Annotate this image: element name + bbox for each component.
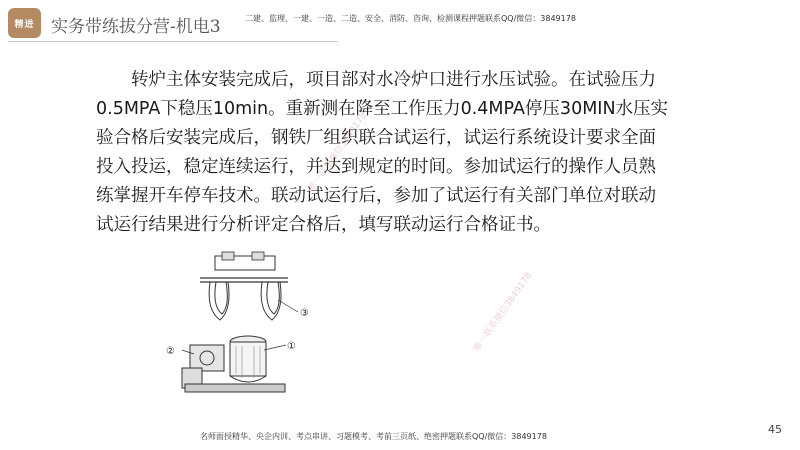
bottom-ad-banner: 名师面授精华、央企内训、考点串讲、习题模考、考前三页纸、绝密押题联系QQ/微信：3849178 [200, 432, 547, 441]
logo-text: 精进 [14, 19, 35, 30]
drive-unit [190, 345, 224, 371]
watermark-2: 唯一联系微信3849178 [472, 270, 535, 354]
header-divider [8, 41, 338, 42]
logo-badge [8, 8, 41, 38]
callout-2: ② [166, 346, 175, 357]
callout-3: ③ [300, 308, 309, 319]
callout-1: ① [287, 341, 296, 352]
course-title: 实务带练拔分营-机电3 [51, 17, 221, 37]
watermark-1: 唯一联系微信3849178 [307, 110, 370, 194]
page-number: 45 [768, 423, 782, 436]
converter-diagram [160, 250, 320, 400]
converter-vessel [230, 342, 266, 376]
body-paragraph: 转炉主体安装完成后，项目部对水冷炉口进行水压试验。在试验压力0.5MPA下稳压10min。重新测在降至工作压力0.4MPA停压30MIN水压实验合格后安装完成后，钢铁厂组织联合试运行，试运行系统设计要求全面投入投运，稳定连续运行，并达到规定的时间。参加试运行的操作人员熟练掌握开车停车技术。联动试运行后，参加了试运行有关部门单位对联动试运行结果进行分析评定合格后，填写联动运行合格证书。 [96, 70, 669, 235]
top-ad-banner: 二建、监理、一建、一造、二造、安全、消防、咨询、检测课程押题联系QQ/微信：3849178 [245, 14, 576, 23]
